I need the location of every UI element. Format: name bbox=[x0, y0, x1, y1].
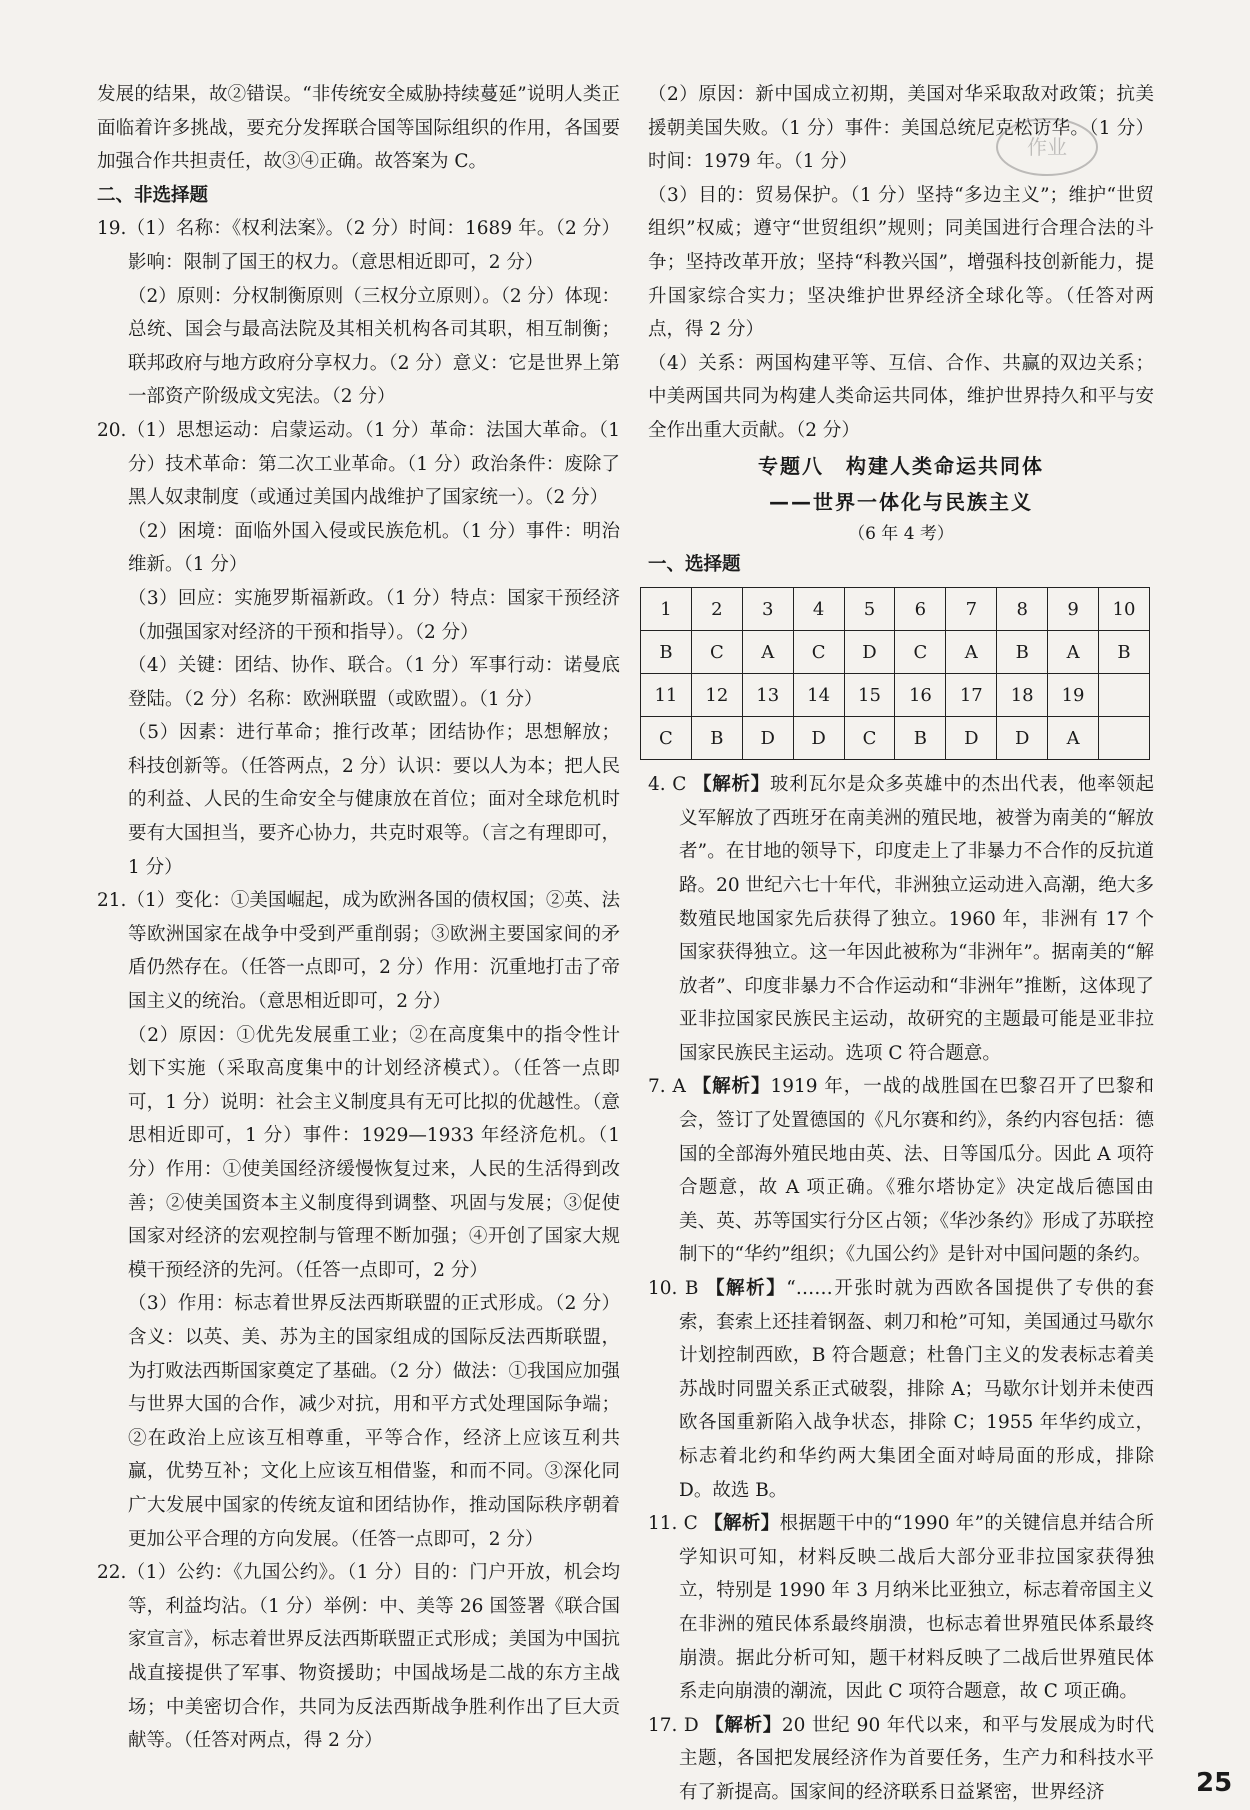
explanation-7 bbox=[648, 1070, 1154, 1272]
table-cell: B bbox=[895, 717, 946, 760]
explanation-tag: 【解析】 bbox=[705, 1278, 787, 1300]
table-cell: A bbox=[1048, 717, 1099, 760]
answer-21-part3: （3）作用：标志着世界反法西斯联盟的正式形成。（2 分）含义：以英、美、苏为主的国家组成的国际反法西斯联盟，为打败法西斯国家奠定了基础。（2 分）做法：①我国应加强与世界大国的合作，减少对抗，用和平方式处理国际争端；②在政治上应该互相尊重，平等合作，经济上应该互利共赢，优势互补；文化上应该互相借鉴，和而不同。③深化同广大发展中国家的传统友谊和团结协作，推动国际秩序朝着更加公平合理的方向发展。（任答一点即可，2 分） bbox=[128, 1293, 620, 1550]
table-row bbox=[641, 631, 1150, 674]
table-cell: 17 bbox=[946, 674, 997, 717]
table-cell: D bbox=[997, 717, 1048, 760]
answer-20-part4: （4）关键：团结、协作、联合。（1 分）军事行动：诺曼底登陆。（2 分）名称：欧洲联盟（或欧盟）。（1 分） bbox=[128, 655, 620, 710]
right-column bbox=[648, 78, 1154, 1810]
table-cell: D bbox=[844, 631, 895, 674]
table-row bbox=[641, 674, 1150, 717]
table-cell: 11 bbox=[641, 674, 692, 717]
explanation-number: 10. B bbox=[648, 1278, 699, 1300]
answer-21-part1: 21.（1）变化：①美国崛起，成为欧洲各国的债权国；②英、法等欧洲国家在战争中受到严重削弱；③欧洲主要国家间的矛盾仍然存在。（任答一点即可，2 分）作用：沉重地打击了帝国主义的统治。（意思相近即可，2 分） bbox=[97, 890, 620, 1013]
answer-20-part5: （5）因素：进行革命；推行改革；团结协作；思想解放；科技创新等。（任答两点，2 分）认识：要以人为本；把人民的利益、人民的生命安全与健康放在首位；面对全球危机时要有大国担当，要齐心协力，共克时艰等。（言之有理即可，1 分） bbox=[128, 722, 620, 878]
explanation-11 bbox=[648, 1507, 1154, 1709]
table-cell: 4 bbox=[793, 588, 844, 631]
table-cell: 3 bbox=[742, 588, 793, 631]
left-column bbox=[97, 78, 620, 1758]
explanation-tag: 【解析】 bbox=[693, 774, 771, 796]
stamp-text: 作业 bbox=[1027, 135, 1067, 159]
table-cell: B bbox=[641, 631, 692, 674]
page-number: 25 bbox=[1196, 1768, 1233, 1798]
explanation-tag: 【解析】 bbox=[704, 1513, 780, 1535]
table-cell: 16 bbox=[895, 674, 946, 717]
table-cell: 7 bbox=[946, 588, 997, 631]
table-cell: 19 bbox=[1048, 674, 1099, 717]
homework-stamp-icon bbox=[992, 112, 1102, 182]
table-cell: 6 bbox=[895, 588, 946, 631]
table-cell: 18 bbox=[997, 674, 1048, 717]
table-row bbox=[641, 717, 1150, 760]
answer-22-part4: （4）关系：两国构建平等、互信、合作、共赢的双边关系；中美两国共同为构建人类命运共同体，维护世界持久和平与安全作出重大贡献。（2 分） bbox=[648, 352, 1154, 441]
explanation-tag: 【解析】 bbox=[692, 1076, 771, 1098]
table-cell: A bbox=[742, 631, 793, 674]
topic-note: （6 年 4 考） bbox=[848, 523, 954, 544]
table-cell: 12 bbox=[691, 674, 742, 717]
answer-20-part3: （3）回应：实施罗斯福新政。（1 分）特点：国家干预经济（加强国家对经济的干预和指导）。（2 分） bbox=[128, 587, 620, 643]
answer-21-part2: （2）原因：①优先发展重工业；②在高度集中的指令性计划下实施（采取高度集中的计划经济模式）。（任答一点即可，1 分）说明：社会主义制度具有无可比拟的优越性。（意思相近即可，1 分）事件：1929—1933 年经济危机。（1 分）作用：①使美国经济缓慢恢复过来，人民的生活得到改善；②使美国资本主义制度得到调整、巩固与发展；③促使国家对经济的宏观控制与管理不断加强；④开创了国家大规模干预经济的先河。（任答一点即可，2 分） bbox=[128, 1024, 620, 1281]
section-heading-choice: 一、选择题 bbox=[648, 553, 741, 575]
explanation-4 bbox=[648, 768, 1154, 1070]
table-cell: 5 bbox=[844, 588, 895, 631]
answer-22-part3: （3）目的：贸易保护。（1 分）坚持“多边主义”；维护“世贸组织”权威；遵守“世贸组织”规则；同美国进行合理合法的斗争；坚持改革开放；坚持“科教兴国”，增强科技创新能力，提升国家综合实力；坚决维护世界经济全球化等。（任答对两点，得 2 分） bbox=[648, 184, 1154, 341]
explanation-17 bbox=[648, 1709, 1154, 1810]
table-cell: C bbox=[793, 631, 844, 674]
table-cell: C bbox=[641, 717, 692, 760]
table-cell: 2 bbox=[691, 588, 742, 631]
table-cell: B bbox=[1099, 631, 1150, 674]
table-cell: C bbox=[691, 631, 742, 674]
table-cell: 10 bbox=[1099, 588, 1150, 631]
table-cell: D bbox=[793, 717, 844, 760]
explanation-text: 根据题干中的“1990 年”的关键信息并结合所学知识可知，材料反映二战后大部分亚非拉国家获得独立，特别是 1990 年 3 月纳米比亚独立，标志着帝国主义在非洲的殖民体系最终崩溃，也标志着世界殖民体系最终崩溃。据此分析可知，题干材料反映了二战后世界殖民体系走向崩溃的潮流，因此 C 项符合题意，故 C 项正确。 bbox=[679, 1513, 1154, 1703]
answer-22-part2: （2）原因：新中国成立初期，美国对华采取敌对政策；抗美援朝美国失败。（1 分）事件：美国总统尼克松访华。（1 分）时间：1979 年。（1 分） bbox=[648, 84, 1154, 173]
table-cell: 13 bbox=[742, 674, 793, 717]
explanation-10 bbox=[648, 1272, 1154, 1507]
table-cell: C bbox=[844, 717, 895, 760]
topic-title: 专题八 构建人类命运共同体 bbox=[758, 453, 1044, 478]
explanation-number: 7. A bbox=[648, 1076, 686, 1098]
table-cell: D bbox=[946, 717, 997, 760]
table-cell: 1 bbox=[641, 588, 692, 631]
table-cell: 14 bbox=[793, 674, 844, 717]
answer-20-part1: 20.（1）思想运动：启蒙运动。（1 分）革命：法国大革命。（1 分）技术革命：第二次工业革命。（1 分）政治条件：废除了黑人奴隶制度（或通过美国内战维护了国家统一）。（2 分） bbox=[97, 419, 620, 509]
table-cell: D bbox=[742, 717, 793, 760]
table-cell: 9 bbox=[1048, 588, 1099, 631]
explanation-text: 玻利瓦尔是众多英雄中的杰出代表，他率领起义军解放了西班牙在南美洲的殖民地，被誉为南美的“解放者”。在甘地的领导下，印度走上了非暴力不合作的反抗道路。20 世纪六七十年代，非洲独立运动进入高潮，绝大多数殖民地国家先后获得了独立。1960 年，非洲有 17 个国家获得独立。这一年因此被称为“非洲年”。据南美的“解放者”、印度非暴力不合作运动和“非洲年”推断，这体现了亚非拉国家民族民主运动，故研究的主题最可能是亚非拉国家民族民主运动。选项 C 符合题意。 bbox=[679, 774, 1154, 1064]
table-cell: 15 bbox=[844, 674, 895, 717]
topic-subtitle: ——世界一体化与民族主义 bbox=[769, 489, 1033, 514]
table-cell: A bbox=[946, 631, 997, 674]
table-cell: C bbox=[895, 631, 946, 674]
table-cell bbox=[1099, 674, 1150, 717]
explanation-text: 1919 年，一战的战胜国在巴黎召开了巴黎和会，签订了处置德国的《凡尔赛和约》，条约内容包括：德国的全部海外殖民地由英、法、日等国瓜分。因此 A 项符合题意，故 A 项正确。《雅尔塔协定》决定战后德国由美、英、苏等国实行分区占领；《华沙条约》形成了苏联控制下的“华约”组织；《九国公约》是针对中国问题的条约。 bbox=[679, 1076, 1154, 1266]
explanation-number: 4. C bbox=[648, 774, 687, 796]
answer-22-part1: 22.（1）公约：《九国公约》。（1 分）目的：门户开放，机会均等，利益均沾。（1 分）举例：中、美等 26 国签署《联合国家宣言》，标志着世界反法西斯联盟正式形成；美国为中国抗战直接提供了军事、物资援助；中国战场是二战的东方主战场；中美密切合作，共同为反法西斯战争胜利作出了巨大贡献等。（任答对两点，得 2 分） bbox=[97, 1562, 620, 1752]
table-cell bbox=[1099, 717, 1150, 760]
table-cell: B bbox=[691, 717, 742, 760]
explanation-number: 11. C bbox=[648, 1513, 698, 1535]
answer-19-part2: （2）原则：分权制衡原则（三权分立原则）。（2 分）体现：总统、国会与最高法院及其相关机构各司其职，相互制衡；联邦政府与地方政府分享权力。（2 分）意义：它是世界上第一部资产阶级成文宪法。（2 分） bbox=[128, 285, 620, 408]
answer-19-part1: 19.（1）名称：《权利法案》。（2 分）时间：1689 年。（2 分）影响：限制了国王的权力。（意思相近即可，2 分） bbox=[97, 218, 620, 273]
continued-answer-text: 发展的结果，故②错误。“非传统安全威胁持续蔓延”说明人类正面临着许多挑战，要充分发挥联合国等国际组织的作用，各国要加强合作共担责任，故③④正确。故答案为 C。 bbox=[97, 84, 620, 173]
explanation-text: 20 世纪 90 年代以来，和平与发展成为时代主题，各国把发展经济作为首要任务，生产力和科技水平有了新提高。国家间的经济联系日益紧密，世界经济 bbox=[679, 1714, 1154, 1803]
table-cell: B bbox=[997, 631, 1048, 674]
answer-table bbox=[640, 587, 1150, 760]
explanation-number: 17. D bbox=[648, 1714, 699, 1736]
section-heading-nonchoice: 二、非选择题 bbox=[97, 184, 209, 206]
answer-20-part2: （2）困境：面临外国入侵或民族危机。（1 分）事件：明治维新。（1 分） bbox=[128, 520, 620, 576]
explanation-text: “……开张时就为西欧各国提供了专供的套索，套索上还挂着钢盔、刺刀和枪”可知，美国通过马歇尔计划控制西欧，B 符合题意；杜鲁门主义的发表标志着美苏战时同盟关系正式破裂，排除 A；马歇尔计划并未使西欧各国重新陷入战争状态，排除 C；1955 年华约成立，标志着北约和华约两大集团全面对峙局面的形成，排除 D。故选 B。 bbox=[679, 1278, 1154, 1501]
table-cell: A bbox=[1048, 631, 1099, 674]
table-cell: 8 bbox=[997, 588, 1048, 631]
explanation-tag: 【解析】 bbox=[705, 1714, 782, 1736]
table-row bbox=[641, 588, 1150, 631]
